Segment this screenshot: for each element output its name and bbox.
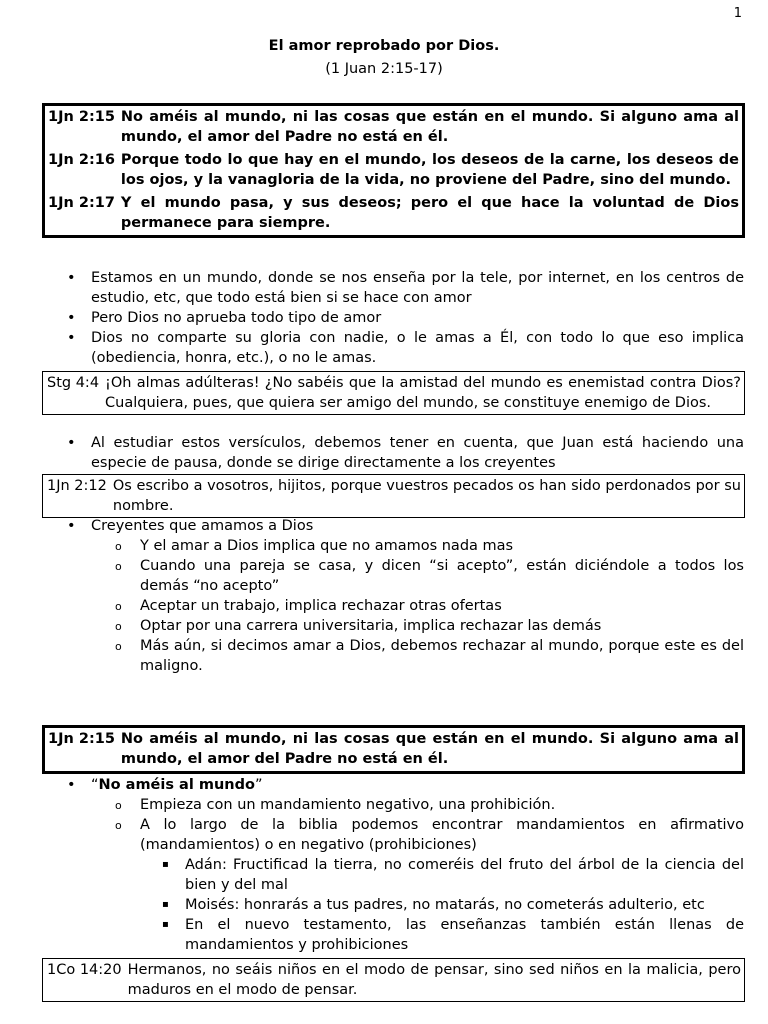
verse-text: No améis al mundo, ni las cosas que están en el mundo. Si alguno ama al mundo, el amor del Padre no está en él. xyxy=(120,731,739,767)
bullet-icon: • xyxy=(67,435,76,451)
verse-box-main xyxy=(42,103,745,238)
circle-bullet-icon: o xyxy=(115,560,122,573)
bullet-icon: • xyxy=(67,330,76,346)
verse-row xyxy=(48,107,739,147)
verse-ref: Stg 4:4 xyxy=(47,375,100,391)
bullet-icon: • xyxy=(67,270,76,286)
verse-ref: 1Jn 2:12 xyxy=(47,478,107,494)
square-bullet-icon: ▪ xyxy=(162,919,169,930)
bullet-list xyxy=(42,516,744,676)
bullet-icon: • xyxy=(67,777,76,793)
sub-sub-list-item: ▪ Adán: Fructificad la tierra, no comeréis del fruto del árbol de la ciencia del bien y del mal xyxy=(162,857,744,893)
circle-bullet-icon: o xyxy=(115,819,122,832)
sub-list-item: o Cuando una pareja se casa, y dicen “si acepto”, están diciéndole a todos los demás “no acepto” xyxy=(115,558,744,594)
verse-text: Os escribo a vosotros, hijitos, porque vuestros pecados os han sido perdonados por su nombre. xyxy=(112,478,741,514)
verse-row xyxy=(47,373,741,413)
circle-bullet-icon: o xyxy=(115,600,122,613)
verse-row xyxy=(48,150,739,190)
verse-text: Y el mundo pasa, y sus deseos; pero el que hace la voluntad de Dios permanece para siempre. xyxy=(120,195,739,231)
sub-list-item: o Y el amar a Dios implica que no amamos nada mas xyxy=(42,536,744,556)
page-number: 1 xyxy=(733,6,742,21)
sub-list-item: o Optar por una carrera universitaria, implica rechazar las demás xyxy=(42,616,744,636)
circle-bullet-icon: o xyxy=(115,540,122,553)
verse-row xyxy=(48,729,739,769)
list-item: • Al estudiar estos versículos, debemos tener en cuenta, que Juan está haciendo una especie de pausa, donde se dirige directamente a los creyentes xyxy=(67,435,744,471)
page-subtitle: (1 Juan 2:15-17) xyxy=(325,61,443,77)
circle-bullet-icon: o xyxy=(115,799,122,812)
verse-ref: 1Jn 2:15 xyxy=(48,109,115,125)
sub-list-item: o Más aún, si decimos amar a Dios, debemos rechazar al mundo, porque este es del maligno. xyxy=(115,638,744,674)
verse-text: Hermanos, no seáis niños en el modo de pensar, sino sed niños en la malicia, pero maduros en el modo de pensar. xyxy=(127,962,741,998)
sub-list-item: o A lo largo de la biblia podemos encontrar mandamientos en afirmativo (mandamientos) o en negativo (prohibiciones) xyxy=(115,817,744,853)
list-item: • “No améis al mundo” xyxy=(67,777,263,793)
verse-ref: 1Co 14:20 xyxy=(47,962,122,978)
square-bullet-icon: ▪ xyxy=(162,859,169,870)
verse-row xyxy=(47,960,741,1000)
bullet-list xyxy=(42,433,744,473)
bullet-icon: • xyxy=(67,310,76,326)
verse-box-1jn-2-12 xyxy=(42,474,745,518)
bullet-list xyxy=(42,268,744,368)
verse-ref: 1Jn 2:16 xyxy=(48,152,115,168)
verse-ref: 1Jn 2:15 xyxy=(48,731,115,747)
page-title: El amor reprobado por Dios. xyxy=(268,38,500,54)
verse-row xyxy=(48,193,739,233)
circle-bullet-icon: o xyxy=(115,620,122,633)
list-item: • Pero Dios no aprueba todo tipo de amor xyxy=(67,310,382,326)
verse-text: Porque todo lo que hay en el mundo, los deseos de la carne, los deseos de los ojos, y la vanagloria de la vida, no proviene del Padre, sino del mundo. xyxy=(120,152,739,188)
verse-box-1jn-2-15 xyxy=(42,725,745,774)
verse-box-1co-14-20 xyxy=(42,958,745,1002)
verse-text: ¡Oh almas adúlteras! ¿No sabéis que la amistad del mundo es enemistad contra Dios? Cualquiera, pues, que quiera ser amigo del mundo, se constituye enemigo de Dios. xyxy=(105,375,741,411)
bullet-list xyxy=(42,775,744,955)
verse-box-stg xyxy=(42,371,745,415)
bullet-icon: • xyxy=(67,518,76,534)
verse-row xyxy=(47,476,741,516)
sub-sub-list-item: ▪ Moisés: honrarás a tus padres, no matarás, no cometerás adulterio, etc xyxy=(162,897,705,913)
circle-bullet-icon: o xyxy=(115,640,122,653)
verse-ref: 1Jn 2:17 xyxy=(48,195,115,211)
square-bullet-icon: ▪ xyxy=(162,899,169,910)
list-item: • Estamos en un mundo, donde se nos enseña por la tele, por internet, en los centros de estudio, etc, que todo está bien si se hace con amor xyxy=(67,270,744,306)
list-item: • Creyentes que amamos a Dios xyxy=(67,518,314,534)
sub-sub-list-item: ▪ En el nuevo testamento, las enseñanzas también están llenas de mandamientos y prohibiciones xyxy=(162,917,744,953)
sub-list-item: o Aceptar un trabajo, implica rechazar otras ofertas xyxy=(42,596,744,616)
verse-text: No améis al mundo, ni las cosas que están en el mundo. Si alguno ama al mundo, el amor del Padre no está en él. xyxy=(120,109,739,145)
sub-list-item: o Empieza con un mandamiento negativo, una prohibición. xyxy=(42,795,744,815)
list-item: • Dios no comparte su gloria con nadie, o le amas a Él, con todo lo que eso implica (obediencia, honra, etc.), o no le amas. xyxy=(67,330,744,366)
